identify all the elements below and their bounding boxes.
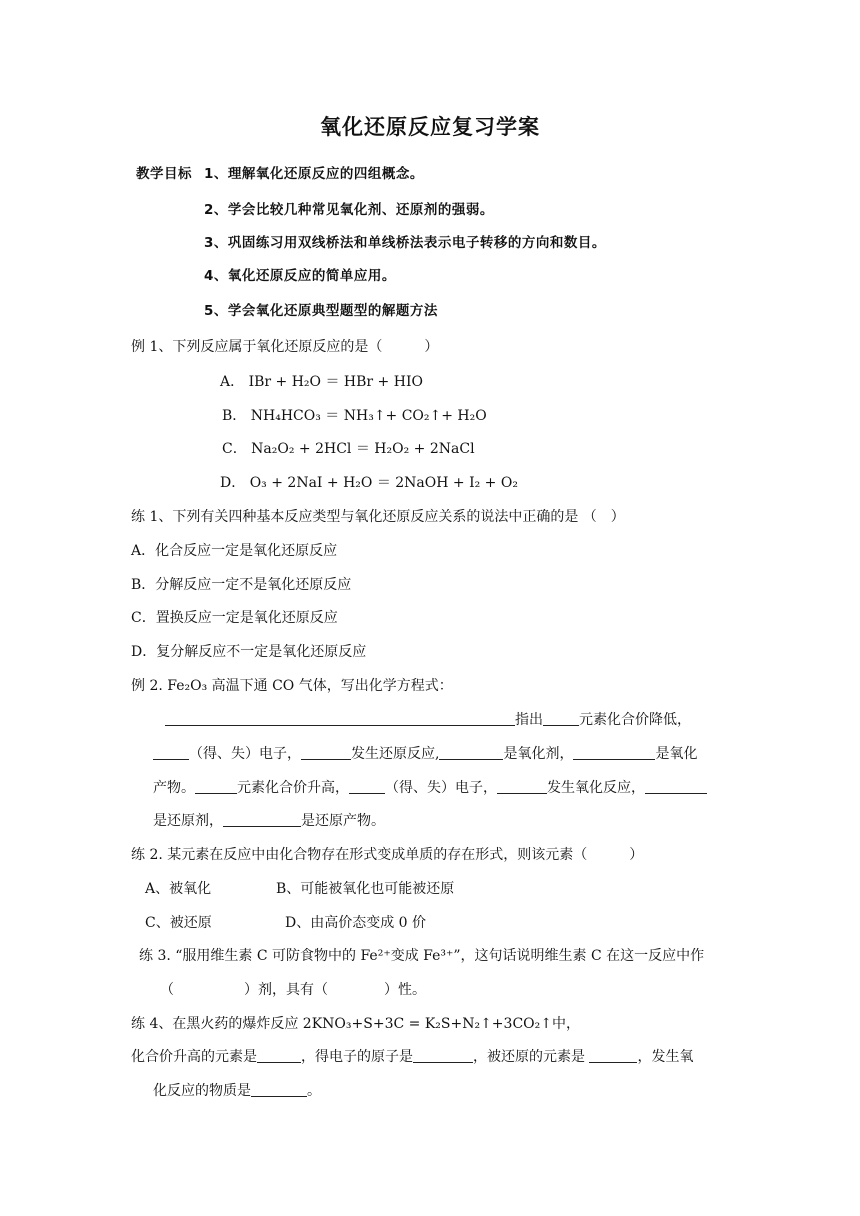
example-1-option-a: [220, 373, 423, 391]
example-2-question: 例 2. Fe₂O₃ 高温下通 CO 气体，写出化学方程式：: [131, 678, 453, 694]
page-title: 氧化还原反应复习学案: [320, 114, 540, 139]
option-d-label: D．: [220, 475, 246, 491]
example-2-line-3: 产物。 元素化合价升高， （得、失）电子， 发生氧化反应，: [153, 779, 707, 797]
practice-3-line-2: （ ）剂，具有（ ）性。: [160, 982, 426, 998]
goal-item-3: 3、巩固练习用双线桥法和单线桥法表示电子转移的方向和数目。: [204, 235, 606, 251]
option-a-label: A．: [220, 374, 245, 390]
blank-oxidation-product[interactable]: [573, 745, 655, 760]
option-b-label: B．: [222, 408, 247, 424]
option-c-equation: Na₂O₂ + 2HCl ＝ H₂O₂ + 2NaCl: [251, 441, 475, 457]
example-2-line-2: （得、失）电子， 发生还原反应, 是氧化剂， 是氧化: [153, 745, 697, 763]
practice-1-option-a: A．化合反应一定是氧化还原反应: [131, 543, 338, 559]
practice-3-line-1: 练 3. “服用维生素 C 可防食物中的 Fe²⁺变成 Fe³⁺”，这句话说明维生素 C 在这一反应中作: [139, 948, 705, 964]
practice-2-option-b: B、可能被氧化也可能被还原: [276, 881, 455, 897]
goals-label: 教学目标: [136, 166, 192, 182]
blank-gain-lose-2[interactable]: [349, 779, 385, 794]
practice-1-option-c: C．置换反应一定是氧化还原反应: [131, 610, 338, 626]
example-1-option-d: [220, 474, 518, 492]
blank-reduced-species[interactable]: [301, 745, 351, 760]
practice-4-line-1: 练 4、在黑火药的爆炸反应 2KNO₃+S+3C = K₂S+N₂↑+3CO₂↑中，: [131, 1016, 580, 1032]
blank-element-oxidized[interactable]: [195, 779, 237, 794]
goal-item-2: 2、学会比较几种常见氧化剂、还原剂的强弱。: [204, 202, 494, 218]
practice-2-question: 练 2. 某元素在反应中由化合物存在形式变成单质的存在形式，则该元素（ ）: [131, 847, 644, 863]
practice-1-option-b: B．分解反应一定不是氧化还原反应: [131, 577, 352, 593]
example-1-question: 例 1、下列反应属于氧化还原反应的是（ ）: [131, 339, 439, 355]
practice-1-question: 练 1、下列有关四种基本反应类型与氧化还原反应关系的说法中正确的是 （ ）: [131, 509, 625, 525]
practice-4-line-3: 化反应的物质是 。: [153, 1083, 321, 1099]
blank-oxidized-substance[interactable]: [251, 1082, 307, 1097]
blank-oxidant[interactable]: [439, 745, 503, 760]
practice-2-option-a: A、被氧化: [145, 881, 212, 897]
example-1-option-c: [222, 440, 475, 458]
practice-2-option-d: D、由高价态变成 0 价: [285, 915, 427, 931]
option-b-equation: NH₄HCO₃ ＝ NH₃↑+ CO₂↑+ H₂O: [250, 408, 487, 424]
goal-item-1: 1、理解氧化还原反应的四组概念。: [204, 166, 424, 182]
blank-reductant[interactable]: [645, 779, 707, 794]
blank-reduced-element[interactable]: [589, 1048, 637, 1063]
option-d-equation: O₃ + 2NaⅠ + H₂O ＝ 2NaOH + Ⅰ₂ + O₂: [249, 475, 518, 491]
practice-4-line-2: 化合价升高的元素是 ，得电子的原子是 ，被还原的元素是 ，发生氧: [131, 1049, 694, 1065]
blank-raised-element[interactable]: [257, 1048, 301, 1063]
blank-electron-gaining-atom[interactable]: [413, 1048, 473, 1063]
option-c-label: C．: [222, 441, 247, 457]
goal-item-4: 4、氧化还原反应的简单应用。: [204, 268, 396, 284]
option-a-equation: ⅠBr + H₂O ＝ HBr + HⅠO: [248, 374, 423, 390]
blank-element-reduced[interactable]: [543, 711, 579, 726]
equation-blank[interactable]: [165, 711, 515, 726]
practice-2-option-c: C、被还原: [145, 915, 212, 931]
goal-item-5: 5、学会氧化还原典型题型的解题方法: [204, 303, 438, 319]
blank-reduction-product[interactable]: [223, 812, 301, 827]
example-1-option-b: [222, 407, 487, 425]
blank-gain-lose-1[interactable]: [153, 745, 189, 760]
example-2-line-4: 是还原剂， 是还原产物。: [153, 813, 385, 829]
blank-oxidized-species[interactable]: [497, 779, 547, 794]
example-2-line-1: 指出 元素化合价降低，: [165, 711, 691, 729]
practice-1-option-d: D．复分解反应不一定是氧化还原反应: [131, 644, 367, 660]
